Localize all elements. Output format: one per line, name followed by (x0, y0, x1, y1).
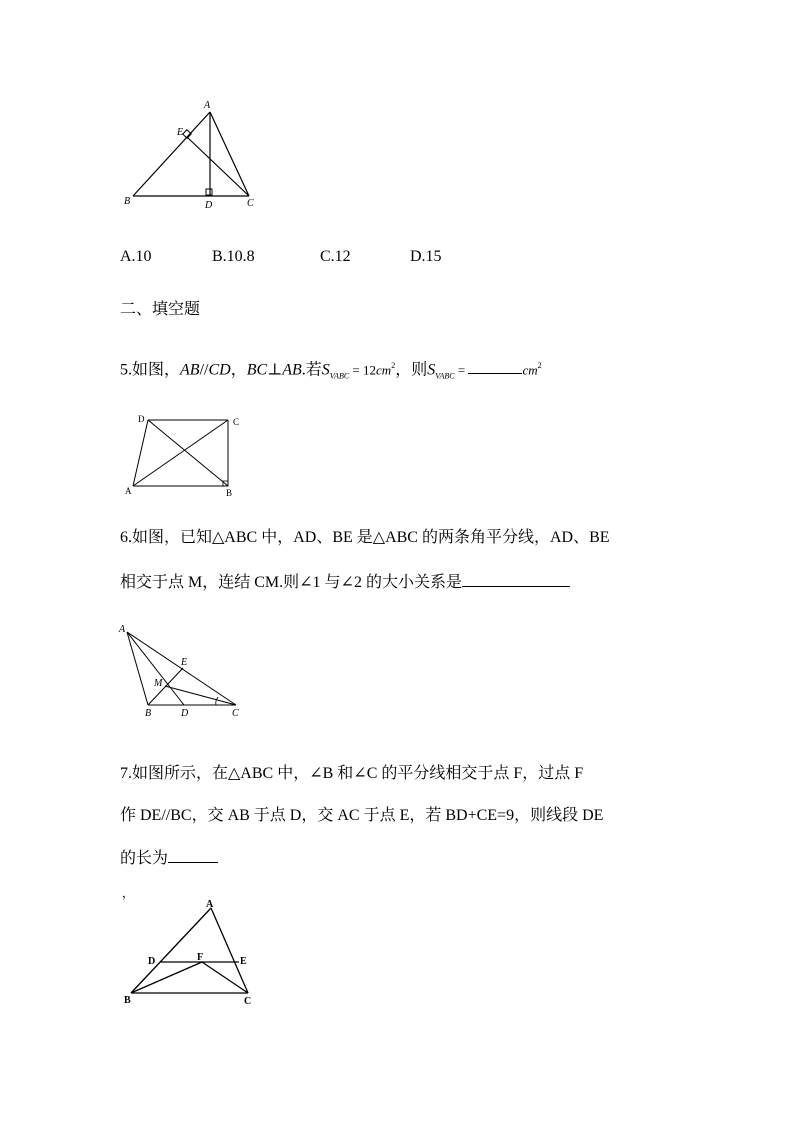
q5-sub2: VABC (435, 371, 455, 381)
label-D: D (181, 708, 189, 719)
question-7-line-2: 作 DE//BC，交 AB 于点 D，交 AC 于点 E，若 BD+CE=9，则线段 DE (120, 807, 604, 824)
q5-ze: ，则 (395, 361, 428, 379)
label-E: E (177, 127, 184, 138)
q5-s2: S (427, 361, 436, 379)
q5-sub1: VABC (329, 371, 350, 381)
label-E: E (181, 657, 188, 668)
q5-cm2: cm (522, 362, 538, 378)
label-D: D (138, 414, 145, 424)
q5-sep: ， (230, 361, 247, 379)
q7-line3-text: 的长为 (120, 850, 169, 867)
label-B: B (124, 995, 131, 1006)
label-E: E (240, 956, 247, 967)
label-B: B (226, 488, 233, 498)
q5-cm1: cm (376, 362, 392, 378)
label-B: B (145, 708, 152, 719)
label-A: A (125, 486, 132, 496)
label-A: A (119, 624, 126, 635)
q5-ab: AB (180, 361, 200, 379)
option-c: C.12 (320, 248, 351, 265)
q5-sq1: 2 (391, 361, 396, 370)
label-A: A (204, 100, 211, 111)
q5-sq2: 2 (537, 361, 542, 370)
question-6-line-1: 6.如图，已知△ABC 中，AD、BE 是△ABC 的两条角平分线，AD、BE (120, 529, 610, 546)
q5-num: 5.如图， (120, 361, 181, 379)
q5-ab2: AB (282, 361, 302, 379)
q5-eq2: = (454, 362, 469, 378)
q5-par: // (199, 361, 209, 379)
q5-eq1: = 12 (349, 362, 377, 378)
option-d: D.15 (410, 248, 442, 265)
q5-bc: BC (246, 361, 268, 379)
label-C: C (233, 417, 240, 427)
label-C: C (232, 708, 239, 719)
question-7-line-1: 7.如图所示，在△ABC 中，∠B 和∠C 的平分线相交于点 F，过点 F (120, 765, 584, 782)
q5-perp: ⊥ (267, 361, 283, 379)
label-D: D (205, 200, 213, 211)
option-a: A.10 (120, 248, 152, 265)
label-F: F (197, 952, 204, 963)
option-b: B.10.8 (212, 248, 255, 265)
q5-s1: S (321, 361, 330, 379)
q5-cd: CD (208, 361, 231, 379)
q5-ruo: .若 (301, 361, 322, 379)
label-D: D (148, 956, 156, 967)
seg-BA (131, 908, 211, 993)
seg-BF (131, 962, 202, 993)
label-A: A (206, 899, 214, 910)
label-B: B (124, 196, 131, 207)
label-C: C (244, 996, 252, 1007)
label-M: M (154, 678, 163, 689)
q6-line2-text: 相交于点 M，连结 CM.则∠1 与∠2 的大小关系是 (120, 574, 462, 591)
section-title: 二、填空题 (120, 301, 201, 318)
label-C: C (247, 198, 254, 209)
stray-mark: ， (122, 886, 135, 900)
